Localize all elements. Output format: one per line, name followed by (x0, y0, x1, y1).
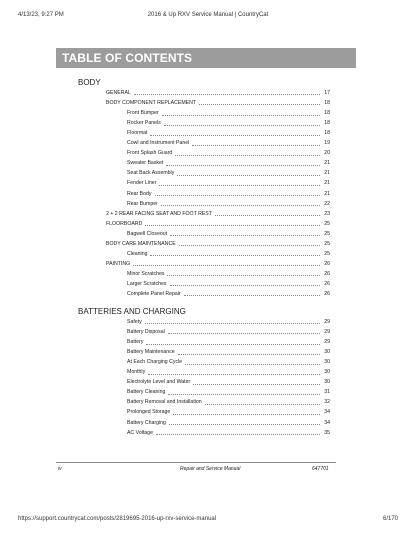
toc-entry-label: Battery Removal and Installation (127, 399, 202, 406)
toc-entry-label: Battery Cleaning (127, 389, 166, 396)
toc-entry-page: 25 (324, 240, 330, 247)
print-url: https://support.countrycat.com/posts/2819695-2016-up-rxv-service-manual (18, 516, 217, 522)
toc-entry-label: Bagwell Closeout (127, 230, 168, 237)
toc-entry[interactable] (127, 149, 330, 157)
toc-entry[interactable] (127, 378, 330, 386)
toc-entry-page: 29 (324, 319, 330, 325)
toc-entry-label: Rear Body (127, 190, 152, 197)
dot-leader (134, 93, 320, 95)
dot-leader (148, 373, 320, 375)
toc-entry-label: Seat Back Assembly (127, 170, 175, 177)
dot-leader (179, 244, 320, 246)
dot-leader (146, 343, 320, 345)
toc-entry[interactable] (127, 318, 330, 326)
toc-entry[interactable] (127, 328, 330, 336)
toc-entry-page: 20 (324, 150, 330, 157)
toc-entry-page: 21 (324, 190, 330, 197)
toc-entry-page: 32 (324, 399, 330, 406)
footer-page-number: iv (58, 466, 62, 472)
toc-entry-label: Cleaning (127, 250, 148, 257)
toc-entry-page: 26 (324, 291, 330, 297)
dot-leader (145, 224, 320, 226)
toc-entry-page: 29 (324, 339, 330, 346)
toc-entry-label: Monthly (127, 369, 146, 376)
dot-leader (168, 393, 320, 395)
toc-entry[interactable] (106, 260, 330, 268)
toc-entry-page: 18 (324, 120, 330, 127)
toc-entry-label: FLOORBOARD (106, 220, 143, 227)
browser-print-header (18, 12, 398, 22)
dot-leader (170, 234, 320, 236)
toc-entry-label: Electrolyte Level and Water (127, 379, 191, 386)
toc-entry-label: 2 + 2 REAR FACING SEAT AND FOOT REST (106, 210, 212, 217)
toc-entry-label: PAINTING (106, 260, 131, 267)
toc-entry-label: At Each Charging Cycle (127, 359, 183, 366)
dot-leader (155, 194, 320, 196)
toc-entry[interactable] (127, 129, 330, 137)
dot-leader (150, 254, 320, 256)
toc-entry-page: 17 (324, 90, 330, 96)
toc-entry-page: 30 (324, 359, 330, 366)
toc-entry[interactable] (127, 119, 330, 127)
toc-entry-page: 31 (324, 389, 330, 396)
dot-leader (185, 363, 320, 365)
toc-entry[interactable] (127, 429, 330, 437)
toc-entry[interactable] (127, 200, 330, 208)
toc-entry[interactable] (106, 220, 330, 228)
dot-leader (175, 154, 320, 156)
footer-divider (56, 462, 336, 463)
toc-entry-page: 34 (324, 409, 330, 416)
toc-entry-page: 25 (324, 220, 330, 227)
toc-entry[interactable] (127, 348, 330, 356)
print-page-title: 2016 & Up RXV Service Manual | CountryCat (147, 12, 269, 18)
dot-leader (173, 413, 320, 415)
dot-leader (156, 433, 320, 435)
toc-entry-label: Front Bumper (127, 110, 159, 117)
toc-entry-page: 26 (324, 280, 330, 287)
toc-entry-label: Floormat (127, 130, 148, 137)
toc-entry-page: 21 (324, 160, 330, 167)
dot-leader (161, 204, 320, 206)
toc-entry-label: Prolonged Storage (127, 409, 171, 416)
toc-entry[interactable] (127, 290, 330, 298)
dot-leader (164, 124, 320, 126)
dot-leader (167, 274, 320, 276)
dot-leader (145, 322, 320, 324)
toc-entry-label: Minor Scratches (127, 270, 165, 277)
toc-entry[interactable] (127, 280, 330, 288)
toc-entry-label: BODY COMPONENT REPLACEMENT (106, 100, 197, 107)
dot-leader (159, 184, 320, 186)
toc-entry[interactable] (127, 230, 330, 238)
toc-entry[interactable] (106, 210, 330, 218)
toc-entry-label: Front Splash Guard (127, 150, 173, 157)
toc-entry-label: Sweater Basket (127, 160, 164, 167)
toc-entry[interactable] (127, 368, 330, 376)
toc-entry-label: Rear Bumper (127, 200, 158, 207)
toc-entry-page: 35 (324, 429, 330, 436)
toc-entry-page: 30 (324, 349, 330, 356)
toc-entry-page: 18 (324, 110, 330, 117)
dot-leader (170, 284, 320, 286)
toc-entry-label: Safety (127, 319, 142, 325)
print-page-count: 6/170 (382, 516, 398, 522)
dot-leader (199, 103, 320, 105)
toc-entry[interactable] (127, 190, 330, 198)
toc-entry-label: Rocker Panels (127, 120, 161, 127)
toc-entry[interactable] (106, 240, 330, 248)
dot-leader (150, 134, 320, 136)
browser-print-footer (18, 516, 398, 526)
footer-manual-title: Repair and Service Manual (180, 466, 241, 472)
print-datetime: 4/13/23, 9:27 PM (18, 12, 64, 18)
dot-leader (192, 144, 320, 146)
dot-leader (215, 214, 320, 216)
dot-leader (205, 403, 320, 405)
dot-leader (193, 383, 320, 385)
toc-entry-label: GENERAL (106, 90, 131, 96)
toc-entry-label: Battery (127, 339, 144, 346)
toc-entry-page: 18 (324, 100, 330, 107)
toc-entry[interactable] (127, 179, 330, 187)
toc-entry[interactable] (127, 398, 330, 406)
toc-entry-page: 30 (324, 369, 330, 376)
toc-entry[interactable] (106, 89, 330, 97)
dot-leader (133, 264, 320, 266)
toc-entry[interactable] (127, 419, 330, 427)
toc-entry[interactable] (127, 358, 330, 366)
toc-entry-label: Cowl and Instrument Panel (127, 140, 190, 147)
dot-leader (162, 114, 320, 116)
dot-leader (178, 353, 320, 355)
toc-entry-label: Complete Panel Repair (127, 291, 181, 297)
toc-entry-page: 26 (324, 260, 330, 267)
toc-entry-label: Fender Liner (127, 180, 157, 187)
toc-entry-label: Battery Maintenance (127, 349, 175, 356)
toc-entry-page: 25 (324, 250, 330, 257)
toc-entry[interactable] (127, 139, 330, 147)
toc-entry[interactable] (127, 250, 330, 258)
toc-entry[interactable] (127, 169, 330, 177)
toc-entry[interactable] (106, 99, 330, 107)
dot-leader (168, 332, 320, 334)
toc-entry[interactable] (127, 388, 330, 396)
toc-entry-label: Battery Charging (127, 419, 166, 426)
toc-entry[interactable] (127, 270, 330, 278)
toc-entry-page: 21 (324, 180, 330, 187)
toc-entry-page: 22 (324, 200, 330, 207)
section-title: BATTERIES AND CHARGING (78, 307, 186, 316)
dot-leader (177, 174, 320, 176)
toc-entry[interactable] (127, 338, 330, 346)
footer-part-number: 647701 (312, 466, 329, 472)
section-title: BODY (78, 78, 101, 87)
toc-entry-page: 29 (324, 329, 330, 336)
dot-leader (169, 423, 320, 425)
toc-entry-page: 19 (324, 140, 330, 147)
toc-entry-label: BODY CARE MAINTENANCE (106, 240, 176, 247)
toc-entry-page: 18 (324, 130, 330, 137)
toc-entry-page: 30 (324, 379, 330, 386)
toc-entry[interactable] (127, 109, 330, 117)
toc-entry[interactable] (127, 408, 330, 416)
dot-leader (184, 294, 320, 296)
toc-entry[interactable] (127, 159, 330, 167)
toc-entry-page: 25 (324, 230, 330, 237)
toc-heading: TABLE OF CONTENTS (56, 48, 356, 68)
toc-entry-label: Battery Disposal (127, 329, 165, 336)
toc-entry-label: Larger Scratches (127, 280, 167, 287)
toc-entry-page: 34 (324, 419, 330, 426)
toc-entry-page: 26 (324, 270, 330, 277)
toc-entry-page: 23 (324, 210, 330, 217)
toc-entry-label: AC Voltage (127, 429, 153, 436)
toc-entry-page: 21 (324, 170, 330, 177)
dot-leader (166, 164, 320, 166)
